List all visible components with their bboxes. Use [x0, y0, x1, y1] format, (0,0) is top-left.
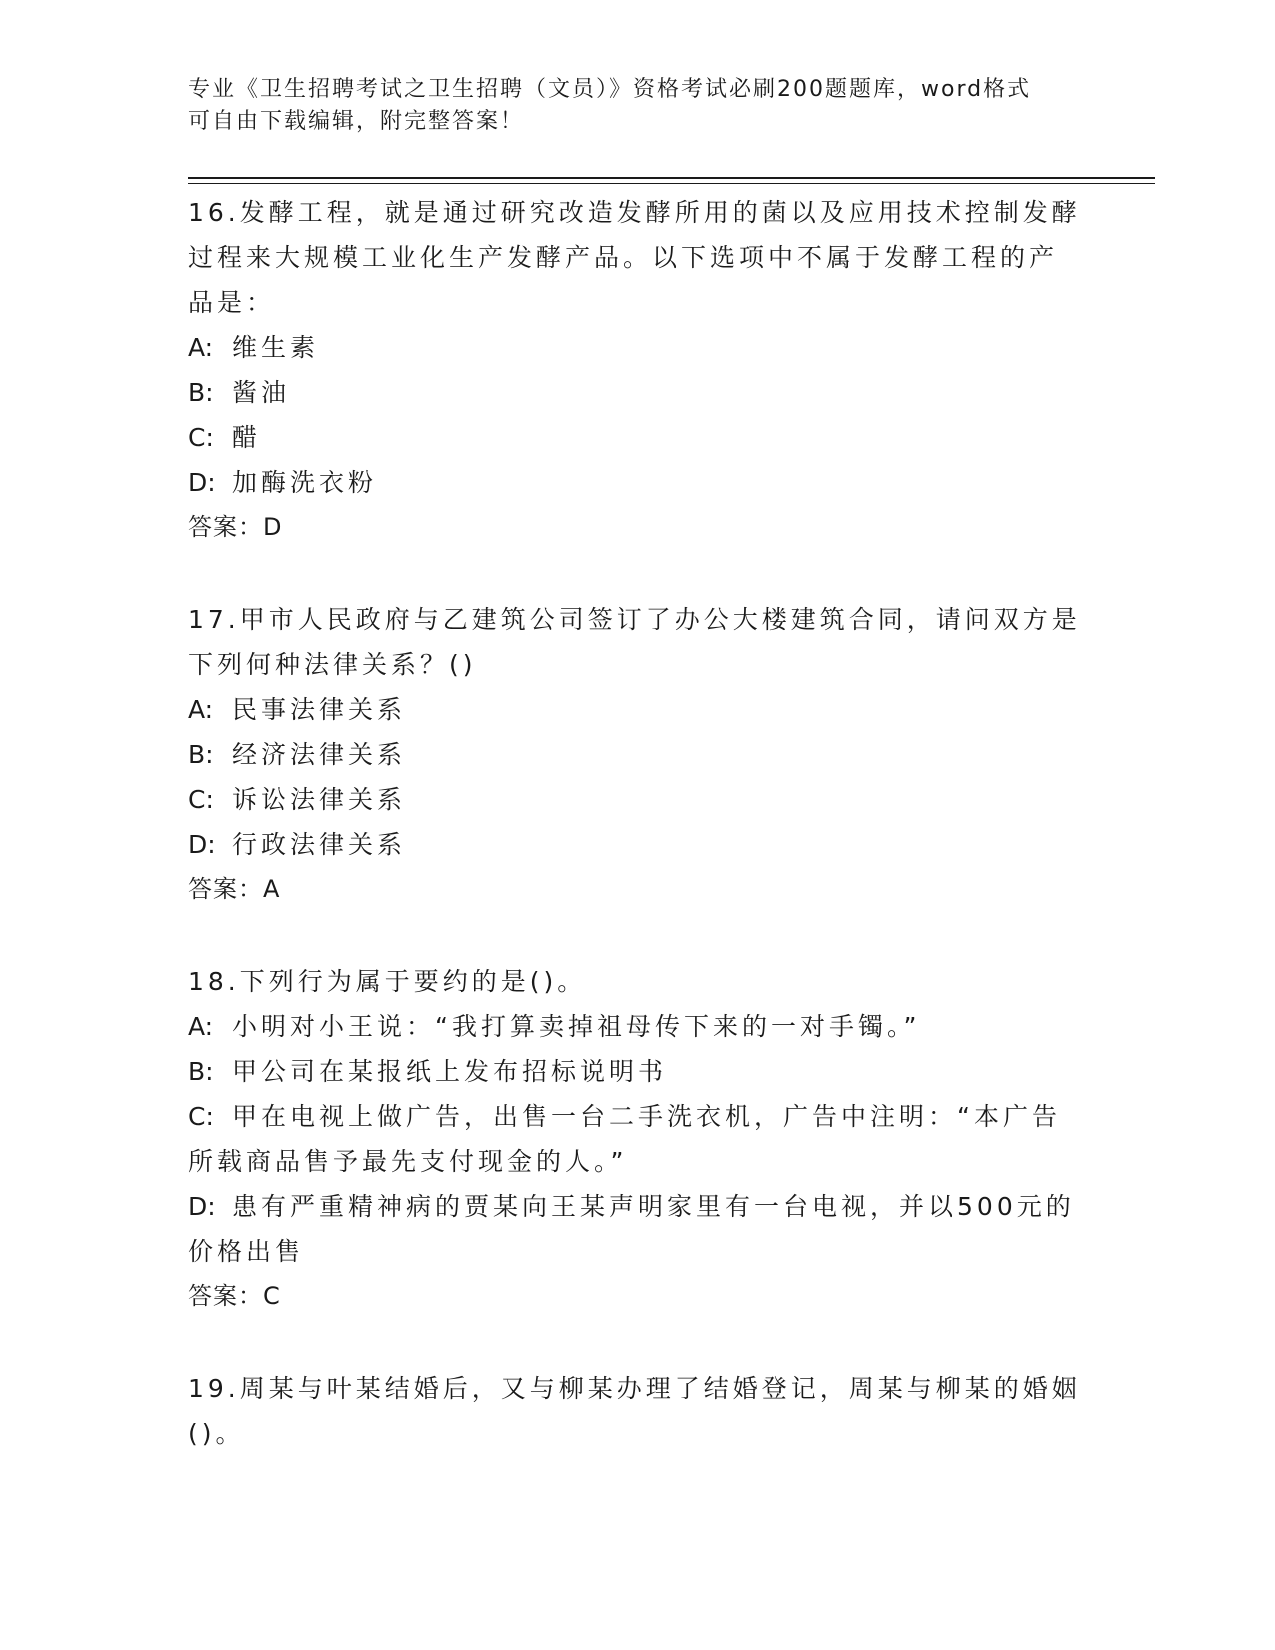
option-key: B: — [188, 378, 214, 407]
option-line — [188, 1049, 1088, 1094]
option-line — [188, 1184, 1088, 1229]
option-text: 甲公司在某报纸上发布招标说明书 — [232, 1057, 668, 1086]
option-key: B: — [188, 1057, 214, 1086]
question-block — [188, 597, 1088, 912]
option-text: 经济法律关系 — [232, 740, 407, 769]
option-text: 诉讼法律关系 — [232, 785, 407, 814]
option-key: C: — [188, 785, 214, 814]
header-divider-thin — [188, 183, 1155, 184]
option-text: 维生素 — [232, 333, 320, 362]
question-block — [188, 1366, 1088, 1456]
question-list — [188, 190, 1088, 1503]
option-key: C: — [188, 1102, 214, 1131]
header-divider-thick — [188, 177, 1155, 179]
question-text-line: 品是： — [188, 288, 276, 317]
option-key: C: — [188, 423, 214, 452]
option-text: 患有严重精神病的贾某向王某声明家里有一台电视，并以500元的 — [232, 1192, 1075, 1221]
option-line — [188, 1229, 1088, 1274]
question-text-line: 16.发酵工程，就是通过研究改造发酵所用的菌以及应用技术控制发酵 — [188, 198, 1081, 227]
option-text: 价格出售 — [188, 1237, 305, 1266]
question-text-line: 19.周某与叶某结婚后，又与柳某办理了结婚登记，周某与柳某的婚姻 — [188, 1374, 1081, 1403]
option-text: 甲在电视上做广告，出售一台二手洗衣机，广告中注明：“本广告 — [232, 1102, 1061, 1131]
option-line — [188, 1004, 1088, 1049]
answer-line: 答案：A — [188, 875, 281, 903]
answer-line: 答案：C — [188, 1282, 281, 1310]
option-text: 加酶洗衣粉 — [232, 468, 378, 497]
header-title-line-1: 专业《卫生招聘考试之卫生招聘（文员）》资格考试必刷200题题库，word格式 — [188, 77, 1032, 102]
header-title-line-2: 可自由下载编辑，附完整答案！ — [188, 109, 525, 134]
option-line — [188, 822, 1088, 867]
option-key: A: — [188, 695, 214, 724]
option-text: 酱油 — [232, 378, 291, 407]
answer-line: 答案：D — [188, 513, 283, 541]
question-text-line: 下列何种法律关系？() — [188, 650, 477, 679]
option-line — [188, 415, 1088, 460]
option-text: 民事法律关系 — [232, 695, 407, 724]
option-key: B: — [188, 740, 214, 769]
option-line — [188, 1094, 1088, 1139]
question-text-line: ()。 — [188, 1419, 245, 1448]
option-line — [188, 325, 1088, 370]
question-text-line: 17.甲市人民政府与乙建筑公司签订了办公大楼建筑合同，请问双方是 — [188, 605, 1081, 634]
option-key: A: — [188, 1012, 214, 1041]
option-text: 醋 — [232, 423, 262, 452]
option-text: 行政法律关系 — [232, 830, 407, 859]
option-text: 小明对小王说：“我打算卖掉祖母传下来的一对手镯。” — [232, 1012, 921, 1041]
option-text: 所载商品售予最先支付现金的人。” — [188, 1147, 628, 1176]
option-line — [188, 687, 1088, 732]
option-key: D: — [188, 830, 216, 859]
option-line — [188, 1139, 1088, 1184]
option-line — [188, 777, 1088, 822]
question-text-line: 18.下列行为属于要约的是()。 — [188, 967, 587, 996]
option-line — [188, 732, 1088, 777]
question-block — [188, 190, 1088, 550]
option-key: D: — [188, 1192, 216, 1221]
option-key: D: — [188, 468, 216, 497]
question-text-line: 过程来大规模工业化生产发酵产品。以下选项中不属于发酵工程的产 — [188, 243, 1059, 272]
option-line — [188, 370, 1088, 415]
option-key: A: — [188, 333, 214, 362]
option-line — [188, 460, 1088, 505]
document-header — [188, 74, 1088, 138]
question-block — [188, 959, 1088, 1319]
